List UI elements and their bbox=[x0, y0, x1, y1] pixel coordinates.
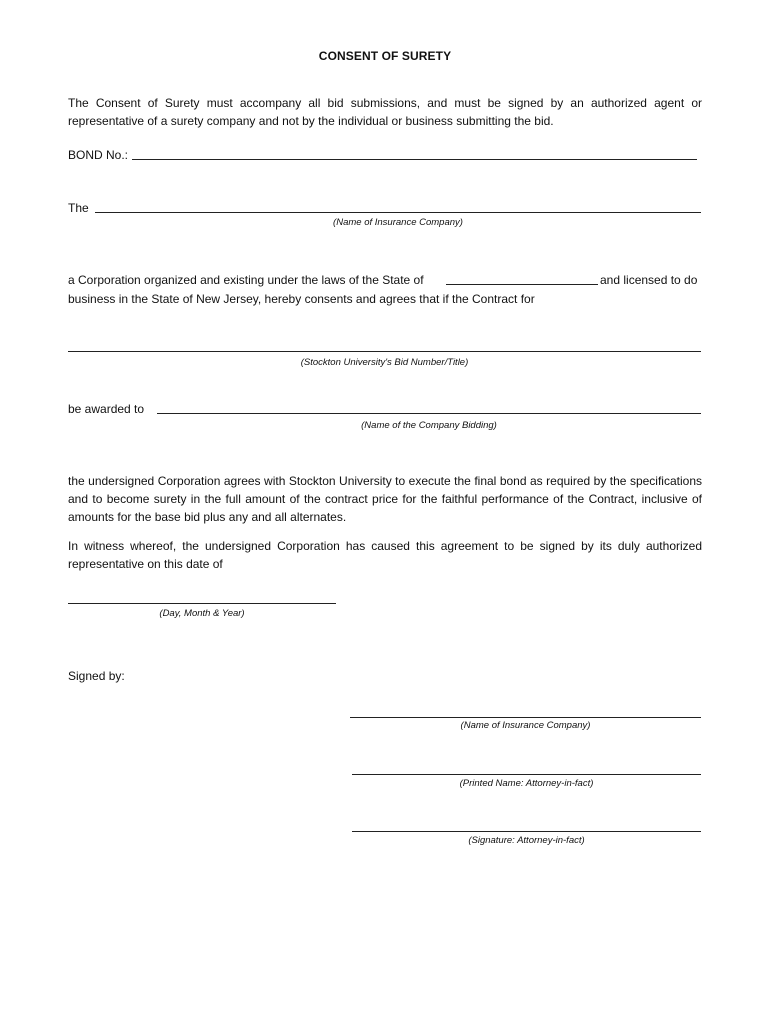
corporation-text-before: a Corporation organized and existing under the laws of the State of bbox=[68, 273, 424, 287]
company-bidding-field[interactable] bbox=[157, 413, 701, 414]
intro-paragraph: The Consent of Surety must accompany all bid submissions, and must be signed by an authorized agent or representative of a surety company and not by the individual or business submitting the bid. bbox=[68, 96, 702, 128]
date-field[interactable] bbox=[68, 603, 336, 604]
the-label: The bbox=[68, 201, 89, 215]
company-bidding-caption: (Name of the Company Bidding) bbox=[361, 420, 497, 431]
bid-number-field[interactable] bbox=[68, 351, 701, 352]
signature-field[interactable] bbox=[352, 831, 701, 832]
insurance-company-caption: (Name of Insurance Company) bbox=[333, 217, 463, 228]
printed-name-caption: (Printed Name: Attorney-in-fact) bbox=[459, 778, 594, 789]
corporation-line-2: business in the State of New Jersey, hereby consents and agrees that if the Contract for bbox=[68, 292, 535, 306]
date-caption: (Day, Month & Year) bbox=[159, 608, 245, 619]
agreement-paragraph: the undersigned Corporation agrees with Stockton University to execute the final bond as required by the specifications and to become surety in the full amount of the contract price for the faithful performance of the Contract, inclusive of amounts for the base bid plus any and all alternates. bbox=[68, 474, 702, 524]
sig-insurance-company-field[interactable] bbox=[350, 717, 701, 718]
document-title: CONSENT OF SURETY bbox=[318, 49, 452, 63]
bond-label: BOND No.: bbox=[68, 148, 129, 162]
bid-caption: (Stockton University's Bid Number/Title) bbox=[300, 357, 469, 368]
printed-name-field[interactable] bbox=[352, 774, 701, 775]
witness-paragraph: In witness whereof, the undersigned Corporation has caused this agreement to be signed by its duly authorized representative on this date of bbox=[68, 539, 702, 571]
signature-caption: (Signature: Attorney-in-fact) bbox=[468, 835, 585, 846]
bond-number-field[interactable] bbox=[132, 159, 697, 160]
corporation-text-after: and licensed to do bbox=[600, 273, 698, 287]
awarded-label: be awarded to bbox=[68, 402, 145, 416]
signed-by-label: Signed by: bbox=[68, 669, 125, 683]
state-field[interactable] bbox=[446, 284, 598, 285]
insurance-company-field[interactable] bbox=[95, 212, 701, 213]
sig-insurance-caption: (Name of Insurance Company) bbox=[460, 720, 591, 731]
